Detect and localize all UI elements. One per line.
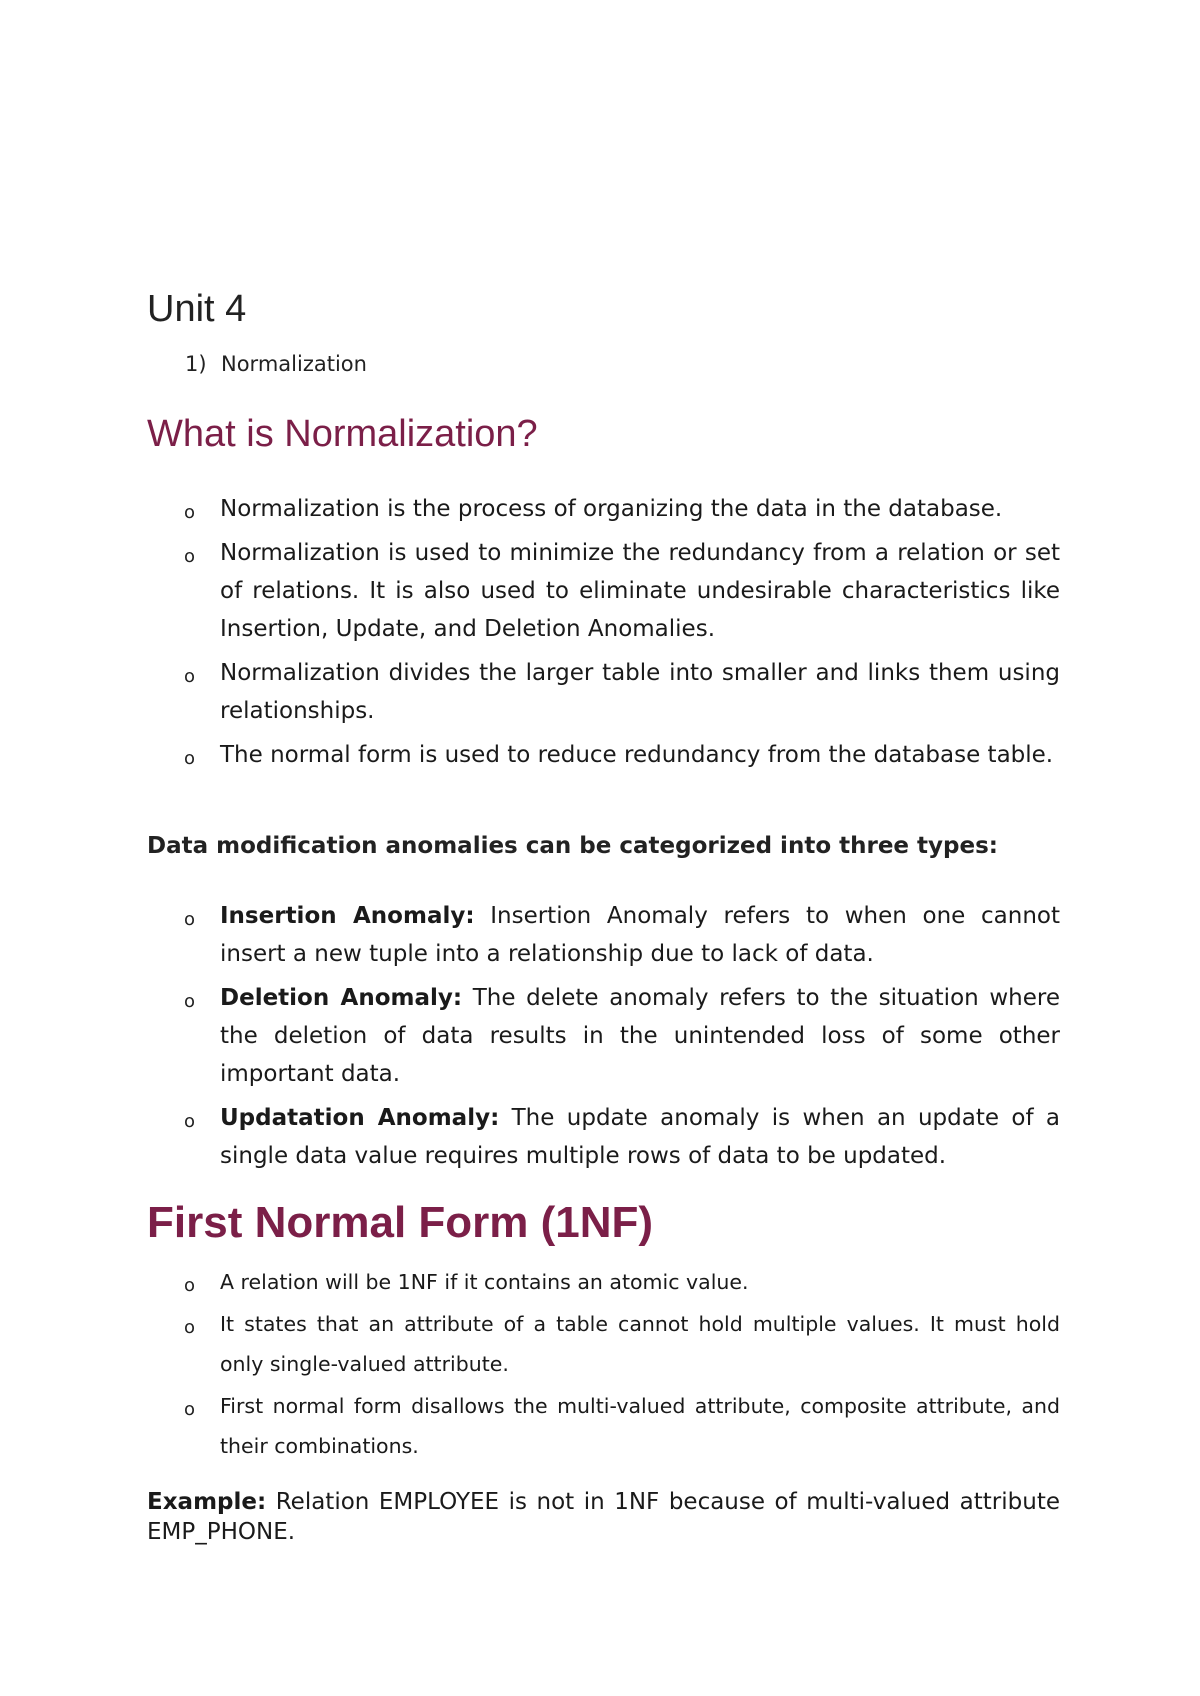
bullet-icon: o <box>184 666 196 687</box>
anomalies-bullet-list <box>147 897 1060 1181</box>
anomaly-term: Updatation Anomaly: <box>220 1105 500 1131</box>
list-item: o Normalization is the process of organizing the data in the database. <box>147 490 1060 528</box>
bullet-icon: o <box>184 502 196 523</box>
normalization-bullet-list <box>147 490 1060 780</box>
list-item: o A relation will be 1NF if it contains an atomic value. <box>147 1262 1060 1302</box>
list-item: o Normalization divides the larger table into smaller and links them using relationships. <box>184 660 1060 724</box>
1nf-bullet-list <box>147 1262 1060 1468</box>
toc-item <box>185 352 367 376</box>
example-label: Example: <box>147 1489 267 1515</box>
bullet-icon: o <box>184 991 196 1012</box>
bullet-icon: o <box>184 1275 196 1296</box>
toc-item-label: Normalization <box>221 352 367 376</box>
list-item: o Deletion Anomaly: The delete anomaly refers to the situation where the deletion of data results in the unintended loss of some other important data. <box>184 985 1060 1087</box>
anomalies-intro: Data modification anomalies can be categorized into three types: <box>147 833 998 859</box>
list-item: o It states that an attribute of a table cannot hold multiple values. It must hold only single-valued attribute. <box>147 1304 1060 1384</box>
bullet-icon: o <box>184 748 196 769</box>
section-heading-what-is-normalization: What is Normalization? <box>147 413 538 455</box>
example-paragraph: Example: Relation EMPLOYEE is not in 1NF because of multi-valued attribute EMP_PHONE. <box>147 1489 1060 1545</box>
section-heading-first-normal-form: First Normal Form (1NF) <box>147 1198 654 1247</box>
bullet-icon: o <box>184 1317 196 1338</box>
bullet-icon: o <box>184 1399 196 1420</box>
list-item: o Insertion Anomaly: Insertion Anomaly refers to when one cannot insert a new tuple into a relationship due to lack of data. <box>184 903 1061 967</box>
list-item: o Updatation Anomaly: The update anomaly is when an update of a single data value requires multiple rows of data to be updated. <box>184 1105 1060 1169</box>
list-item: o The normal form is used to reduce redundancy from the database table. <box>147 736 1060 774</box>
anomaly-term: Deletion Anomaly: <box>220 985 463 1011</box>
unit-title: Unit 4 <box>147 288 247 330</box>
bullet-icon: o <box>184 546 196 567</box>
list-item: o First normal form disallows the multi-valued attribute, composite attribute, and their combinations. <box>147 1386 1060 1466</box>
bullet-icon: o <box>184 909 196 930</box>
bullet-icon: o <box>184 1111 196 1132</box>
anomaly-term: Insertion Anomaly: <box>220 903 475 929</box>
list-item: o Normalization is used to minimize the redundancy from a relation or set of relations. It is also used to eliminate undesirable characteristics like Insertion, Update, and Deletion Anomalies. <box>184 540 1060 642</box>
toc-item-number: 1) <box>185 352 207 376</box>
